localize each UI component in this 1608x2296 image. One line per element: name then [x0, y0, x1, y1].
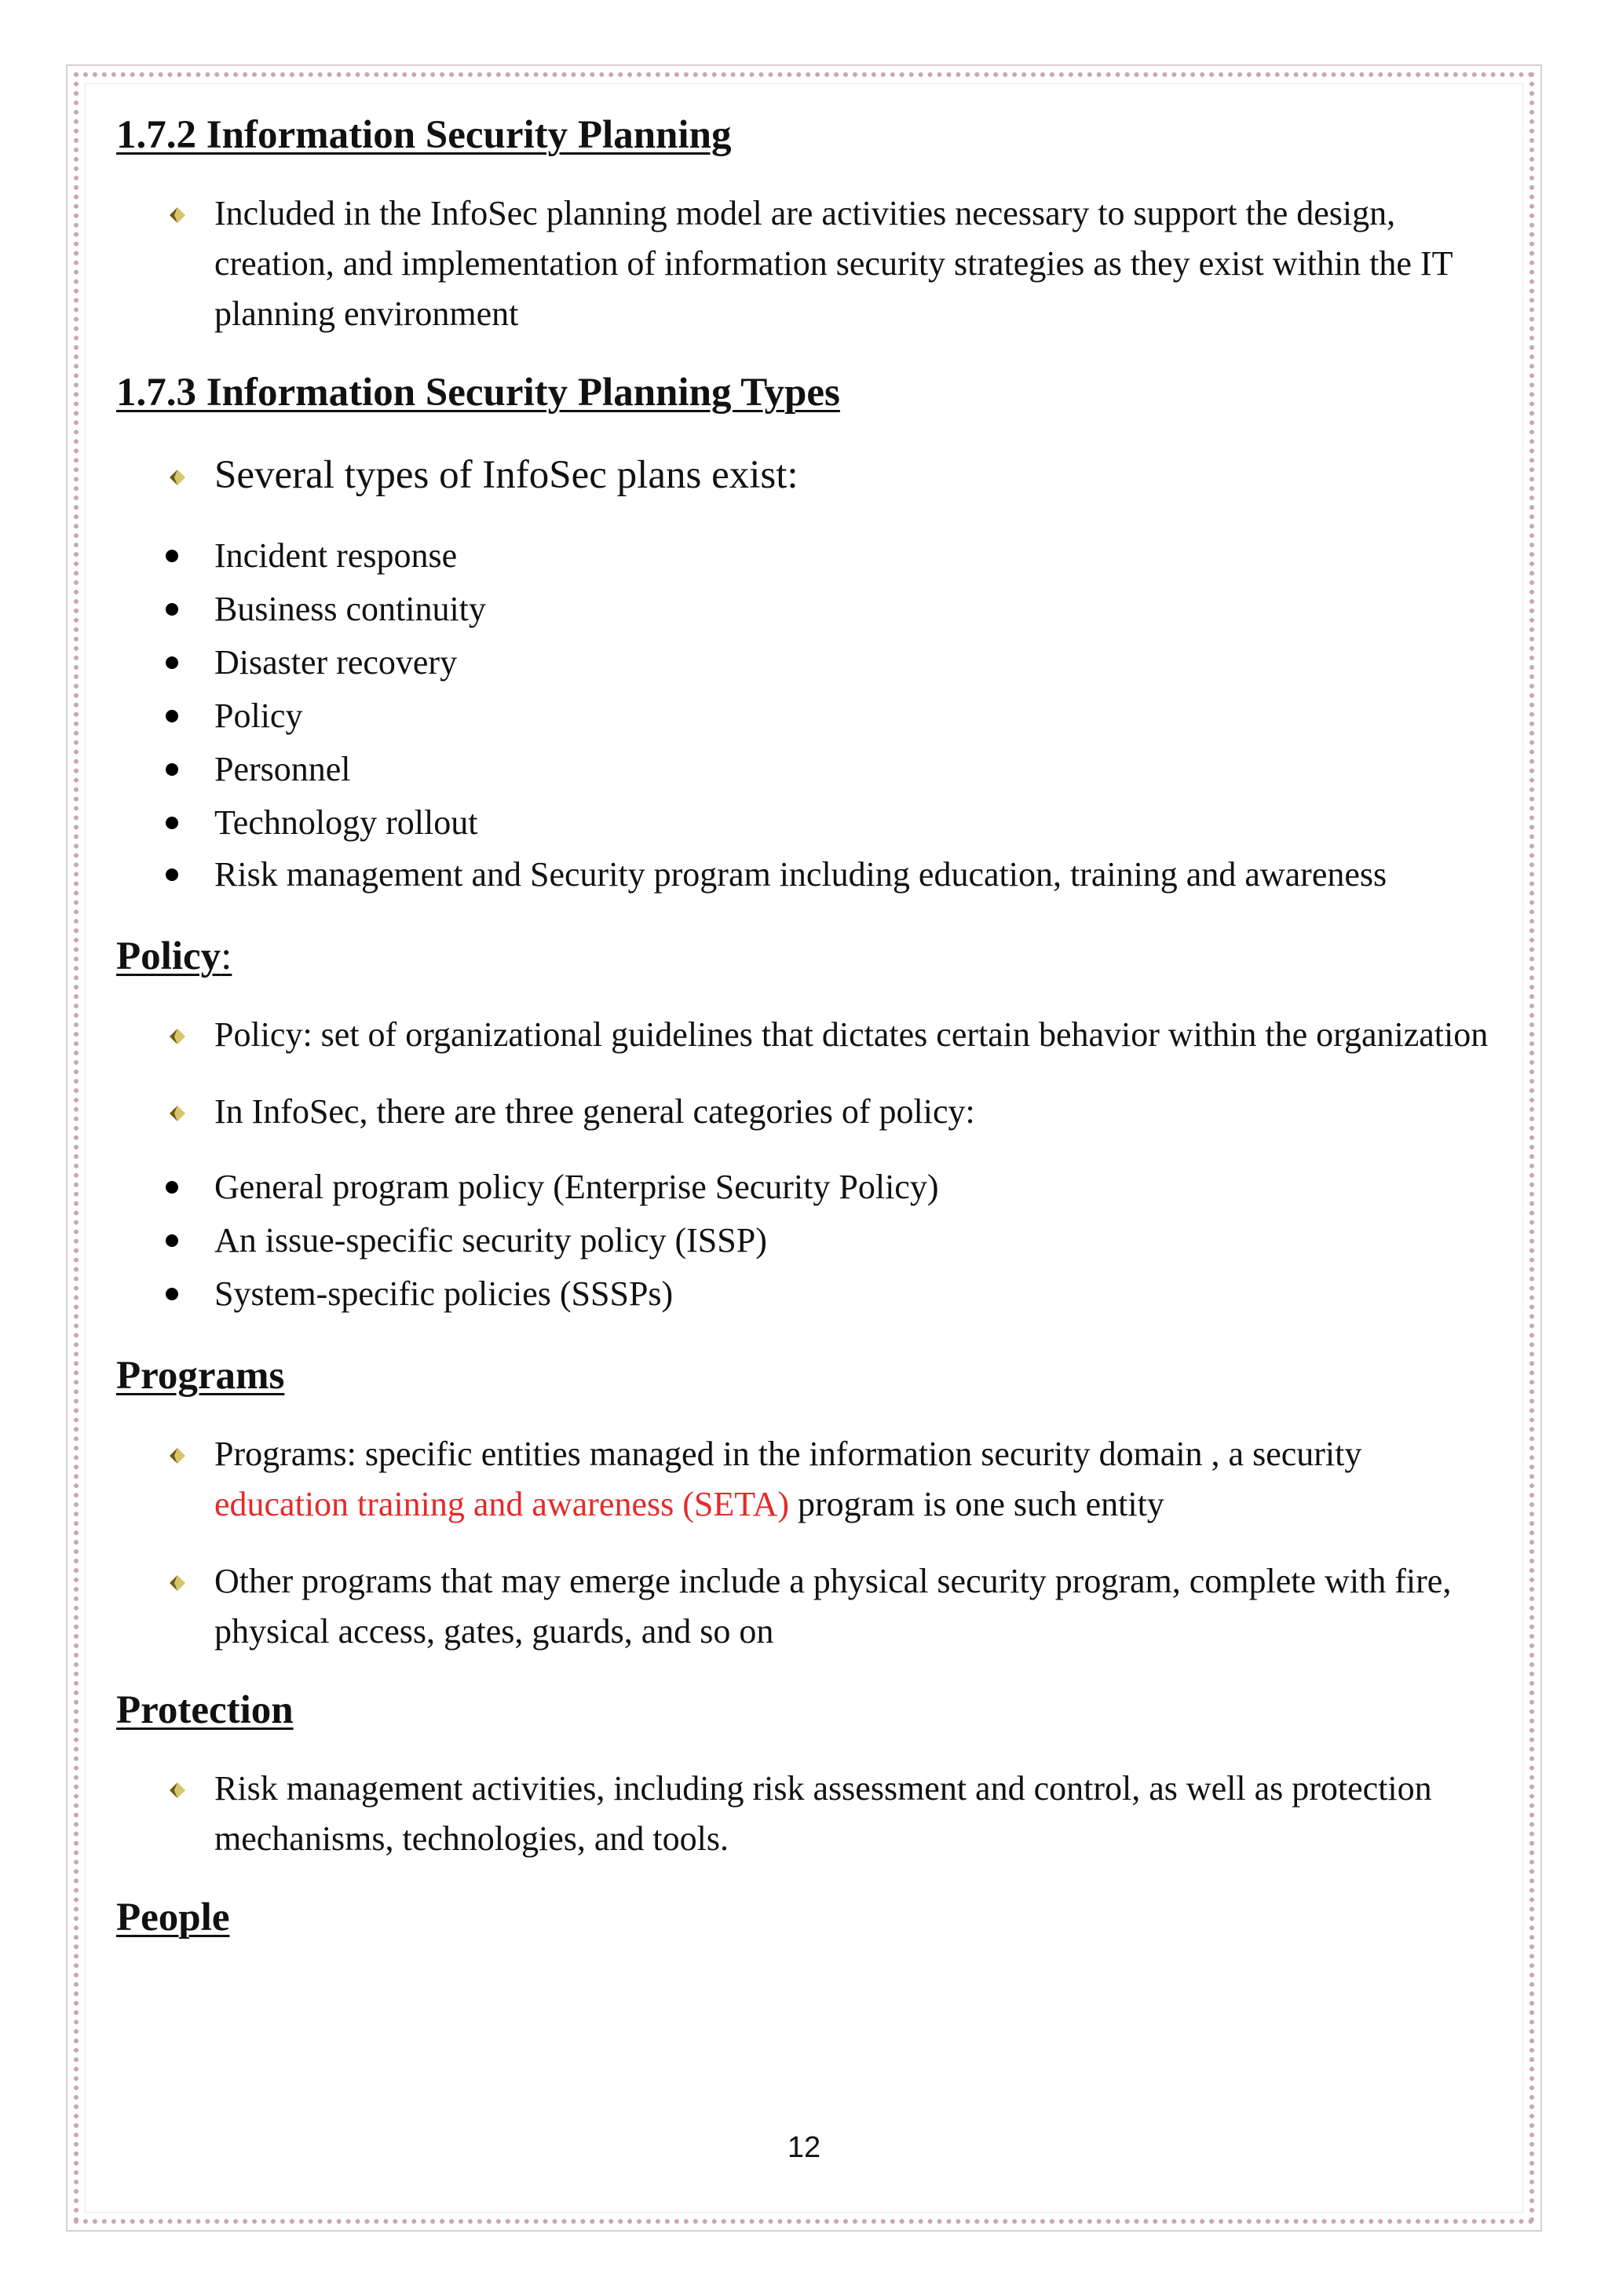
bullet-item	[116, 448, 1498, 503]
list-item	[116, 583, 1498, 636]
document-body	[116, 108, 1498, 1944]
list-item-text: Technology rollout	[214, 803, 478, 842]
bullet-item-text: program is one such entity	[789, 1485, 1164, 1523]
bullet-dot-icon	[166, 603, 178, 616]
bullet-dot-icon	[166, 656, 178, 669]
arrow-bullet-icon	[168, 468, 187, 487]
list-item-text: Disaster recovery	[214, 643, 458, 682]
bullet-dot-icon	[166, 817, 178, 829]
arrow-bullet-icon	[168, 1781, 187, 1800]
seta-highlight-text: education training and awareness (SETA)	[214, 1485, 789, 1523]
list-item-text: Risk management and Security program including education, training and awareness	[214, 855, 1387, 894]
list-item	[116, 529, 1498, 583]
arrow-bullet-icon	[168, 1574, 187, 1592]
heading-1-7-3: 1.7.3 Information Security Planning Types	[116, 371, 840, 415]
list-item	[116, 1214, 1498, 1267]
bullet-dot-icon	[166, 550, 178, 562]
list-item-text: General program policy (Enterprise Security Policy)	[214, 1168, 939, 1206]
list-item	[116, 1267, 1498, 1321]
bullet-dot-icon	[166, 710, 178, 722]
arrow-bullet-icon	[168, 1446, 187, 1465]
bullet-item	[116, 1010, 1498, 1060]
bullet-item-text: Programs: specific entities managed in the information security domain , a security	[214, 1435, 1362, 1473]
bullet-dot-icon	[166, 1234, 178, 1247]
heading-policy	[116, 930, 1498, 983]
heading-policy-colon: :	[221, 934, 232, 978]
bullet-dot-icon	[166, 763, 178, 776]
list-item-text: Policy	[214, 696, 303, 735]
list-item	[116, 850, 1498, 900]
bullet-dot-icon	[166, 868, 178, 881]
list-item	[116, 636, 1498, 689]
bullet-item-text: In InfoSec, there are three general categories of policy:	[214, 1092, 975, 1131]
heading-programs: Programs	[116, 1354, 285, 1398]
heading-protection: Protection	[116, 1688, 294, 1732]
list-item	[116, 743, 1498, 796]
bullet-item-text: Policy: set of organizational guidelines that dictates certain behavior within the organization	[214, 1015, 1489, 1054]
heading-policy-text: Policy	[116, 934, 221, 978]
bullet-dot-icon	[166, 1288, 178, 1300]
list-item-text: Personnel	[214, 750, 351, 788]
bullet-item-text: Included in the InfoSec planning model are activities necessary to support the design, creation, and implementation of information security strategies as they exist within the IT planning environment	[214, 194, 1453, 333]
list-item-text: Business continuity	[214, 590, 486, 628]
bullet-item-text: Other programs that may emerge include a physical security program, complete with fire, physical access, gates, guards, and so on	[214, 1562, 1452, 1651]
list-item	[116, 689, 1498, 743]
bullet-item	[116, 1087, 1498, 1137]
arrow-bullet-icon	[168, 1104, 187, 1123]
list-item	[116, 796, 1498, 850]
list-item-text: System-specific policies (SSSPs)	[214, 1274, 674, 1313]
heading-people: People	[116, 1896, 230, 1940]
bullet-item	[116, 1429, 1498, 1530]
bullet-item	[116, 1764, 1498, 1864]
bullet-item-text: Risk management activities, including risk assessment and control, as well as protection mechanisms, technologies, and tools.	[214, 1769, 1432, 1858]
arrow-bullet-icon	[168, 206, 187, 225]
list-item	[116, 1161, 1498, 1214]
bullet-dot-icon	[166, 1181, 178, 1194]
list-item-text: An issue-specific security policy (ISSP)	[214, 1221, 767, 1260]
bullet-item-text: Several types of InfoSec plans exist:	[214, 453, 799, 497]
page-number: 12	[787, 2131, 821, 2164]
list-item-text: Incident response	[214, 536, 458, 575]
heading-1-7-2: 1.7.2 Information Security Planning	[116, 113, 732, 157]
bullet-item	[116, 188, 1498, 339]
bullet-item	[116, 1556, 1498, 1657]
arrow-bullet-icon	[168, 1027, 187, 1046]
